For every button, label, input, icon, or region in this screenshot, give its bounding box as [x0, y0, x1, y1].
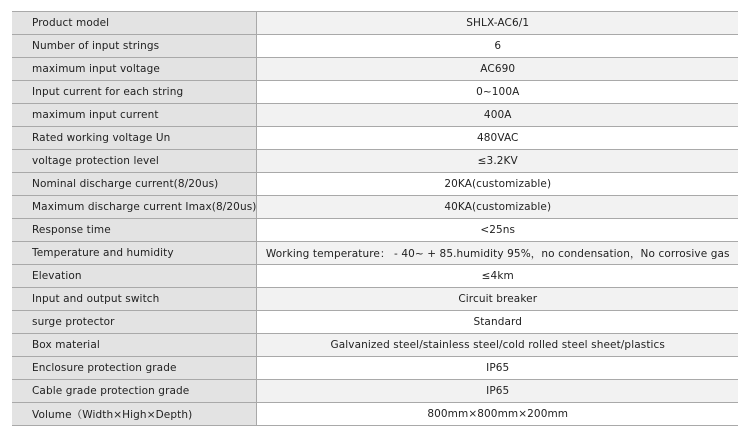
- spec-value: IP65: [257, 380, 738, 403]
- spec-row: [12, 311, 738, 334]
- spec-label: Number of input strings: [12, 35, 257, 58]
- spec-row: [12, 35, 738, 58]
- spec-label: Box material: [12, 334, 257, 357]
- spec-value: IP65: [257, 357, 738, 380]
- spec-value: SHLX-AC6/1: [257, 12, 738, 35]
- spec-label: Elevation: [12, 265, 257, 288]
- spec-label: Rated working voltage Un: [12, 127, 257, 150]
- spec-label: surge protector: [12, 311, 257, 334]
- spec-table: [12, 11, 738, 426]
- spec-value: 0~100A: [257, 81, 738, 104]
- spec-row: [12, 357, 738, 380]
- spec-row: [12, 150, 738, 173]
- spec-label: voltage protection level: [12, 150, 257, 173]
- spec-row: [12, 242, 738, 265]
- spec-value: AC690: [257, 58, 738, 81]
- spec-value: 40KA(customizable): [257, 196, 738, 219]
- spec-row: [12, 81, 738, 104]
- spec-label: Enclosure protection grade: [12, 357, 257, 380]
- spec-value: 400A: [257, 104, 738, 127]
- spec-value: ≤4km: [257, 265, 738, 288]
- spec-label: Volume（Width×High×Depth): [12, 403, 257, 426]
- spec-row: [12, 403, 738, 426]
- spec-label: Response time: [12, 219, 257, 242]
- spec-value: ≤3.2KV: [257, 150, 738, 173]
- spec-value: Working temperature： - 40~ + 85.humidity 95%，no condensation，No corrosive gas: [257, 242, 738, 265]
- spec-row: [12, 334, 738, 357]
- spec-label: Temperature and humidity: [12, 242, 257, 265]
- spec-label: Maximum discharge current Imax(8/20us): [12, 196, 257, 219]
- spec-table-body: [12, 12, 738, 426]
- spec-row: [12, 219, 738, 242]
- spec-row: [12, 127, 738, 150]
- spec-row: [12, 265, 738, 288]
- spec-value: 480VAC: [257, 127, 738, 150]
- spec-value: Standard: [257, 311, 738, 334]
- spec-row: [12, 58, 738, 81]
- spec-value: Galvanized steel/stainless steel/cold rolled steel sheet/plastics: [257, 334, 738, 357]
- spec-label: Input and output switch: [12, 288, 257, 311]
- spec-row: [12, 380, 738, 403]
- spec-row: [12, 104, 738, 127]
- spec-row: [12, 12, 738, 35]
- spec-value: 20KA(customizable): [257, 173, 738, 196]
- spec-label: Cable grade protection grade: [12, 380, 257, 403]
- spec-label: Nominal discharge current(8/20us): [12, 173, 257, 196]
- spec-row: [12, 196, 738, 219]
- spec-value: 6: [257, 35, 738, 58]
- spec-label: Input current for each string: [12, 81, 257, 104]
- spec-row: [12, 173, 738, 196]
- spec-value: 800mm×800mm×200mm: [257, 403, 738, 426]
- spec-value: Circuit breaker: [257, 288, 738, 311]
- spec-row: [12, 288, 738, 311]
- spec-label: Product model: [12, 12, 257, 35]
- spec-label: maximum input voltage: [12, 58, 257, 81]
- spec-value: <25ns: [257, 219, 738, 242]
- spec-label: maximum input current: [12, 104, 257, 127]
